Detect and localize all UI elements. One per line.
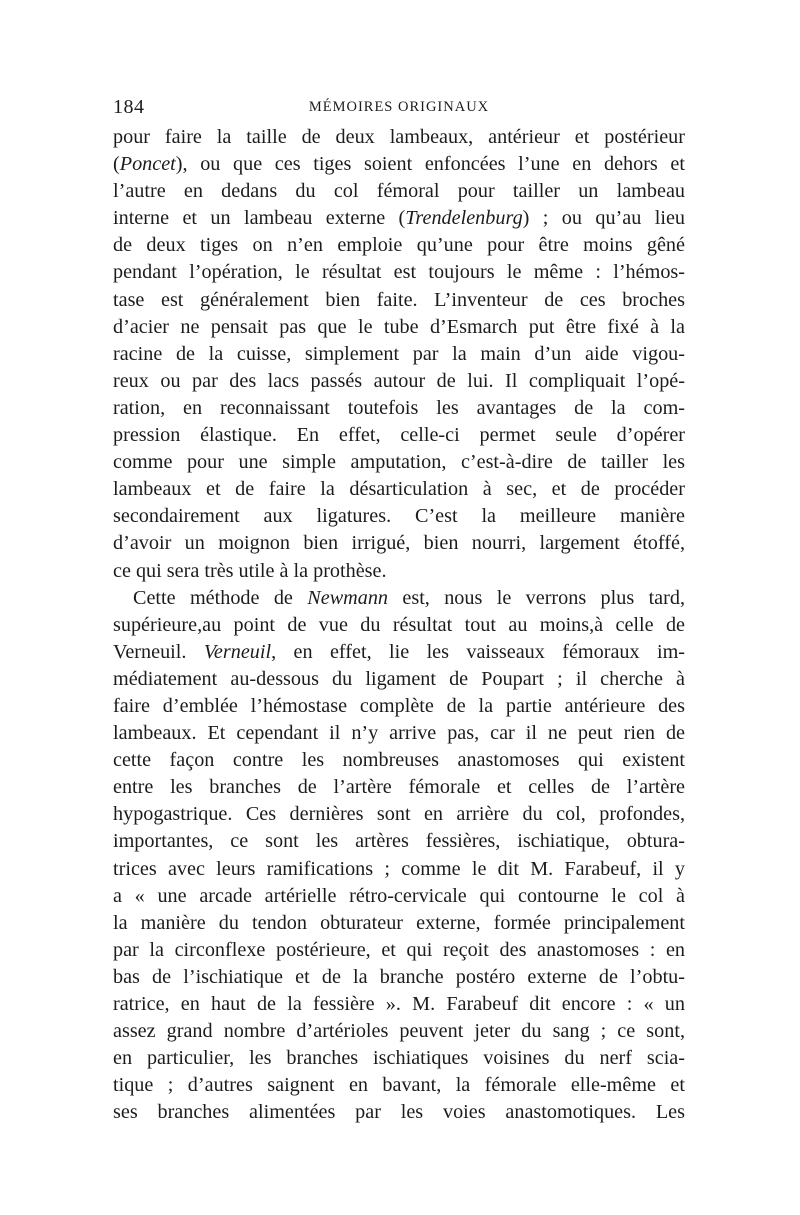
text-run: pour faire la taille de deux lambeaux, antérieur et postérieur — [113, 126, 685, 148]
text-run: hypogastrique. Ces dernières sont en arrière du col, profondes, — [113, 803, 685, 826]
text-line — [113, 476, 685, 503]
text-run: trices avec leurs ramifications ; comme le dit M. Farabeuf, il y — [113, 857, 685, 880]
text-run: ses branches alimentées par les voies anastomotiques. Les — [113, 1101, 685, 1124]
text-line — [113, 341, 685, 368]
paragraph-2 — [113, 585, 685, 1127]
text-run: a « une arcade artérielle rétro-cervicale qui contourne le col à — [113, 884, 685, 907]
text-run: lambeaux et de faire la désarticulation à sec, et de procéder — [113, 478, 685, 501]
text-run: ), ou que ces tiges soient enfoncées l’une en dehors et — [175, 153, 685, 176]
text-run: d’acier ne pensait pas que le tube d’Esmarch put être fixé à la — [113, 315, 685, 338]
text-line — [113, 368, 685, 395]
text-line — [113, 1099, 685, 1126]
text-run: faire d’emblée l’hémostase complète de la partie antérieure des — [113, 694, 685, 717]
text-line — [113, 937, 685, 964]
text-line — [113, 991, 685, 1018]
text-run: lambeaux. Et cependant il n’y arrive pas, car il ne peut rien de — [113, 722, 685, 745]
text-line — [113, 287, 685, 314]
running-title: MÉMOIRES ORIGINAUX — [308, 99, 490, 115]
running-head — [113, 96, 685, 122]
text-run: secondairement aux ligatures. C’est la meilleure manière — [113, 505, 685, 528]
text-run: l’autre en dedans du col fémoral pour tailler un lambeau — [113, 180, 685, 203]
text-run: bas de l’ischiatique et de la branche postéro externe de l’obtu- — [113, 965, 685, 988]
text-line — [113, 747, 685, 774]
text-line — [113, 720, 685, 747]
text-line — [113, 693, 685, 720]
body-text — [113, 124, 685, 1126]
text-run: en particulier, les branches ischiatiques voisines du nerf scia- — [113, 1047, 685, 1070]
text-line — [113, 151, 685, 178]
italic-name: Newmann — [307, 586, 389, 609]
page-number: 184 — [113, 96, 145, 118]
text-line — [113, 1018, 685, 1045]
text-line — [113, 314, 685, 341]
text-line — [113, 964, 685, 991]
text-run: ) ; ou qu’au lieu — [522, 207, 685, 230]
text-run: , en effet, lie les vaisseaux fémoraux im- — [271, 640, 686, 663]
text-line — [113, 558, 685, 585]
text-line — [113, 124, 685, 151]
text-run: assez grand nombre d’artérioles peuvent jeter du sang ; ce sont, — [113, 1020, 685, 1043]
text-run: pression élastique. En effet, celle-ci permet seule d’opérer — [113, 424, 685, 447]
text-run: ( — [113, 153, 120, 176]
text-run: entre les branches de l’artère fémorale et celles de l’artère — [113, 776, 685, 799]
text-line — [113, 883, 685, 910]
text-run: est, nous le verrons plus tard, — [388, 586, 685, 609]
text-run: médiatement au-dessous du ligament de Poupart ; il cherche à — [113, 667, 685, 690]
text-line — [113, 1072, 685, 1099]
text-run: cette façon contre les nombreuses anastomoses qui existent — [113, 749, 685, 772]
text-run: de deux tiges on n’en emploie qu’une pour être moins gêné — [113, 234, 685, 257]
text-line — [113, 178, 685, 205]
text-line — [113, 205, 685, 232]
text-run: importantes, ce sont les artères fessières, ischiatique, obtura- — [113, 830, 685, 853]
text-run: ratrice, en haut de la fessière ». M. Farabeuf dit encore : « un — [113, 993, 685, 1015]
text-line — [113, 828, 685, 855]
text-run: interne et un lambeau externe ( — [113, 207, 406, 230]
text-run: reux ou par des lacs passés autour de lui. Il compliquait l’opé- — [113, 369, 685, 392]
text-line — [113, 639, 685, 666]
text-run: d’avoir un moignon bien irrigué, bien nourri, largement étoffé, — [113, 532, 685, 555]
text-line — [113, 801, 685, 828]
text-line — [113, 259, 685, 286]
text-line — [113, 422, 685, 449]
text-line — [113, 530, 685, 557]
italic-name: Verneuil — [203, 640, 272, 663]
text-run: Verneuil. — [113, 640, 204, 663]
text-line — [113, 856, 685, 883]
text-run: tase est généralement bien faite. L’inventeur de ces broches — [113, 288, 685, 311]
italic-name: Poncet — [119, 153, 176, 176]
text-line — [113, 503, 685, 530]
text-line — [113, 1045, 685, 1072]
text-run: Cette méthode de — [133, 586, 308, 609]
text-run: par la circonflexe postérieure, et qui reçoit des anastomoses : en — [113, 938, 685, 961]
text-run: ration, en reconnaissant toutefois les avantages de la com- — [113, 396, 685, 419]
text-run: comme pour une simple amputation, c’est-à-dire de tailler les — [113, 451, 685, 474]
text-run: tique ; d’autres saignent en bavant, la fémorale elle-même et — [113, 1074, 685, 1097]
text-line — [113, 612, 685, 639]
text-run: racine de la cuisse, simplement par la main d’un aide vigou- — [113, 342, 685, 365]
text-line — [113, 395, 685, 422]
text-run: supérieure,au point de vue du résultat tout au moins,à celle de — [113, 613, 685, 636]
text-run: pendant l’opération, le résultat est toujours le même : l’hémos- — [113, 261, 685, 284]
paragraph-1 — [113, 124, 685, 585]
text-line — [113, 666, 685, 693]
text-line — [113, 774, 685, 801]
text-run: la manière du tendon obturateur externe, formée principalement — [113, 911, 685, 934]
italic-name: Trendelenburg — [405, 207, 523, 230]
text-line — [113, 449, 685, 476]
text-line — [113, 232, 685, 259]
text-run: ce qui sera très utile à la prothèse. — [113, 559, 387, 582]
text-line — [113, 585, 685, 612]
text-line — [113, 910, 685, 937]
